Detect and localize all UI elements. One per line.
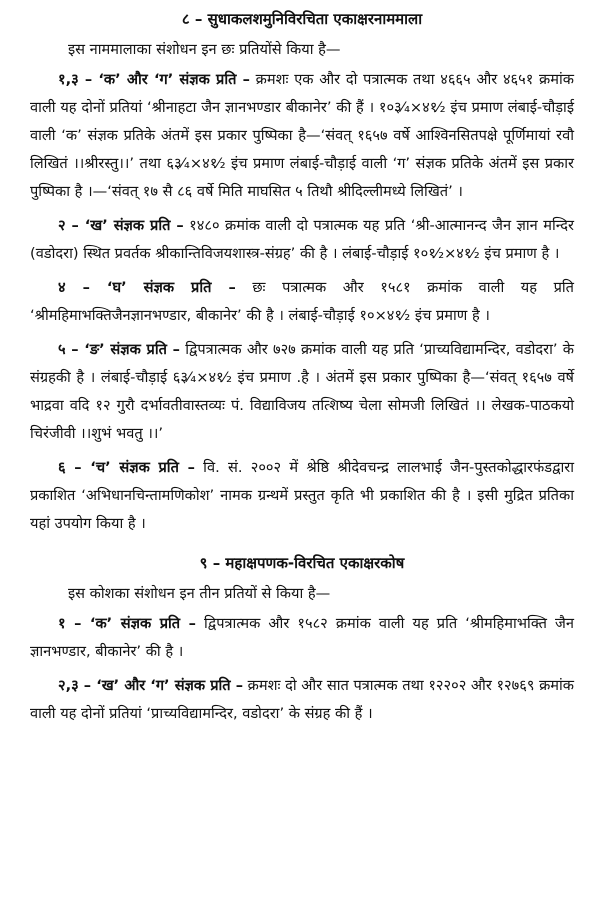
entry-label: २ – ‘ख’ संज्ञक प्रति – — [58, 217, 184, 234]
entry-text: क्रमशः दो और सात पत्रात्मक तथा १२२०२ और १२७६९ क्रमांक वाली यह दोनों प्रतियां ‘प्राच्यविद्यामन्दिर, वडोदरा’ के संग्रह की हैं । — [30, 677, 574, 722]
section-intro-8: इस नाममालाका संशोधन इन छः प्रतियोंसे किया है— — [68, 41, 341, 58]
manuscript-entry-cha — [30, 454, 574, 538]
entry-label: १ – ‘क’ संज्ञक प्रति – — [58, 615, 196, 632]
manuscript-entry-gha — [30, 274, 574, 330]
manuscript-entry-ka — [30, 610, 574, 666]
entry-label: ६ – ‘च’ संज्ञक प्रति – — [58, 459, 195, 476]
entry-text: छः पत्रात्मक और १५८१ क्रमांक वाली यह प्रति ‘श्रीमहिमाभक्तिजैनज्ञानभण्डार, बीकानेर’ की है । लंबाई-चौड़ाई १०×४१⁄₂ इंच प्रमाण है । — [30, 279, 574, 324]
entry-label: १,३ – ‘क’ और ‘ग’ संज्ञक प्रति – — [58, 71, 250, 88]
section-intro-9: इस कोशका संशोधन इन तीन प्रतियों से किया है— — [68, 585, 331, 602]
entry-text: द्विपत्रात्मक और ७२७ क्रमांक वाली यह प्रति ‘प्राच्यविद्यामन्दिर, वडोदरा’ के संग्रहकी है । लंबाई-चौड़ाई ६३⁄₄×४१⁄₂ इंच प्रमाण .है । अंतमें इस प्रकार पुष्पिका है—‘संवत् १६५७ वर्षे भाद्रवा वदि १२ गुरौ दर्भावतीवास्तव्यः पं. विद्याविजय तत्शिष्य चेला सोमजी लिखितं ।। लेखक-पाठकयो चिरंजीवी ।।शुभं भवतु ।।’ — [30, 341, 574, 442]
entry-label: ५ – ‘ङ’ संज्ञक प्रति – — [58, 341, 180, 358]
entry-label: २,३ – ‘ख’ और ‘ग’ संज्ञक प्रति – — [58, 677, 244, 694]
section-heading-9: ९ – महाक्षपणक-विरचित एकाक्षरकोष — [199, 554, 405, 572]
entry-text: क्रमशः एक और दो पत्रात्मक तथा ४६६५ और ४६५१ क्रमांक वाली यह दोनों प्रतियां ‘श्रीनाहटा जैन ज्ञानभण्डार बीकानेर’ की हैं । १०३⁄₄×४१⁄₂ इंच प्रमाण लंबाई-चौड़ाई वाली ‘क’ संज्ञक प्रतिके अंतमें इस प्रकार पुष्पिका है—‘संवत् १६५७ वर्षे आश्विनसितपक्षे पूर्णिमायां रवौ लिखितं ।।श्रीरस्तु।।’ तथा ६३⁄₄×४१⁄₂ इंच प्रमाण लंबाई-चौड़ाई वाली ‘ग’ संज्ञक प्रतिके अंतमें इस प्रकार पुष्पिका है ।—‘संवत् १७ सै ८६ वर्षे मिति माघसित ५ तिथौ श्रीदिल्लीमध्ये लिखितं’ । — [30, 71, 574, 200]
manuscript-entry-kha — [30, 212, 574, 268]
entry-text: वि. सं. २००२ में श्रेष्ठि श्रीदेवचन्द्र लालभाई जैन-पुस्तकोद्धारफंडद्वारा प्रकाशित ‘अभिधानचिन्तामणिकोश’ नामक ग्रन्थमें प्रस्तुत कृति भी प्रकाशित की है । इसी मुद्रित प्रतिका यहां उपयोग किया है । — [30, 459, 574, 532]
section-heading-8: ८ – सुधाकलशमुनिविरचिता एकाक्षरनाममाला — [181, 10, 423, 28]
manuscript-entry-kha-ga — [30, 672, 574, 728]
entry-text: १४८० क्रमांक वाली दो पत्रात्मक यह प्रति ‘श्री-आत्मानन्द जैन ज्ञान मन्दिर (वडोदरा) स्थित प्रवर्तक श्रीकान्तिविजयशास्त्र-संग्रह’ की है । लंबाई-चौड़ाई १०१⁄₂×४१⁄₂ इंच प्रमाण है । — [30, 217, 574, 262]
entry-text: द्विपत्रात्मक और १५८२ क्रमांक वाली यह प्रति ‘श्रीमहिमाभक्ति जैन ज्ञानभण्डार, बीकानेर’ की है । — [30, 615, 574, 660]
manuscript-entry-nga — [30, 336, 574, 448]
entry-label: ४ – ‘घ’ संज्ञक प्रति – — [58, 279, 236, 296]
manuscript-entry-ka-ga — [30, 66, 574, 206]
